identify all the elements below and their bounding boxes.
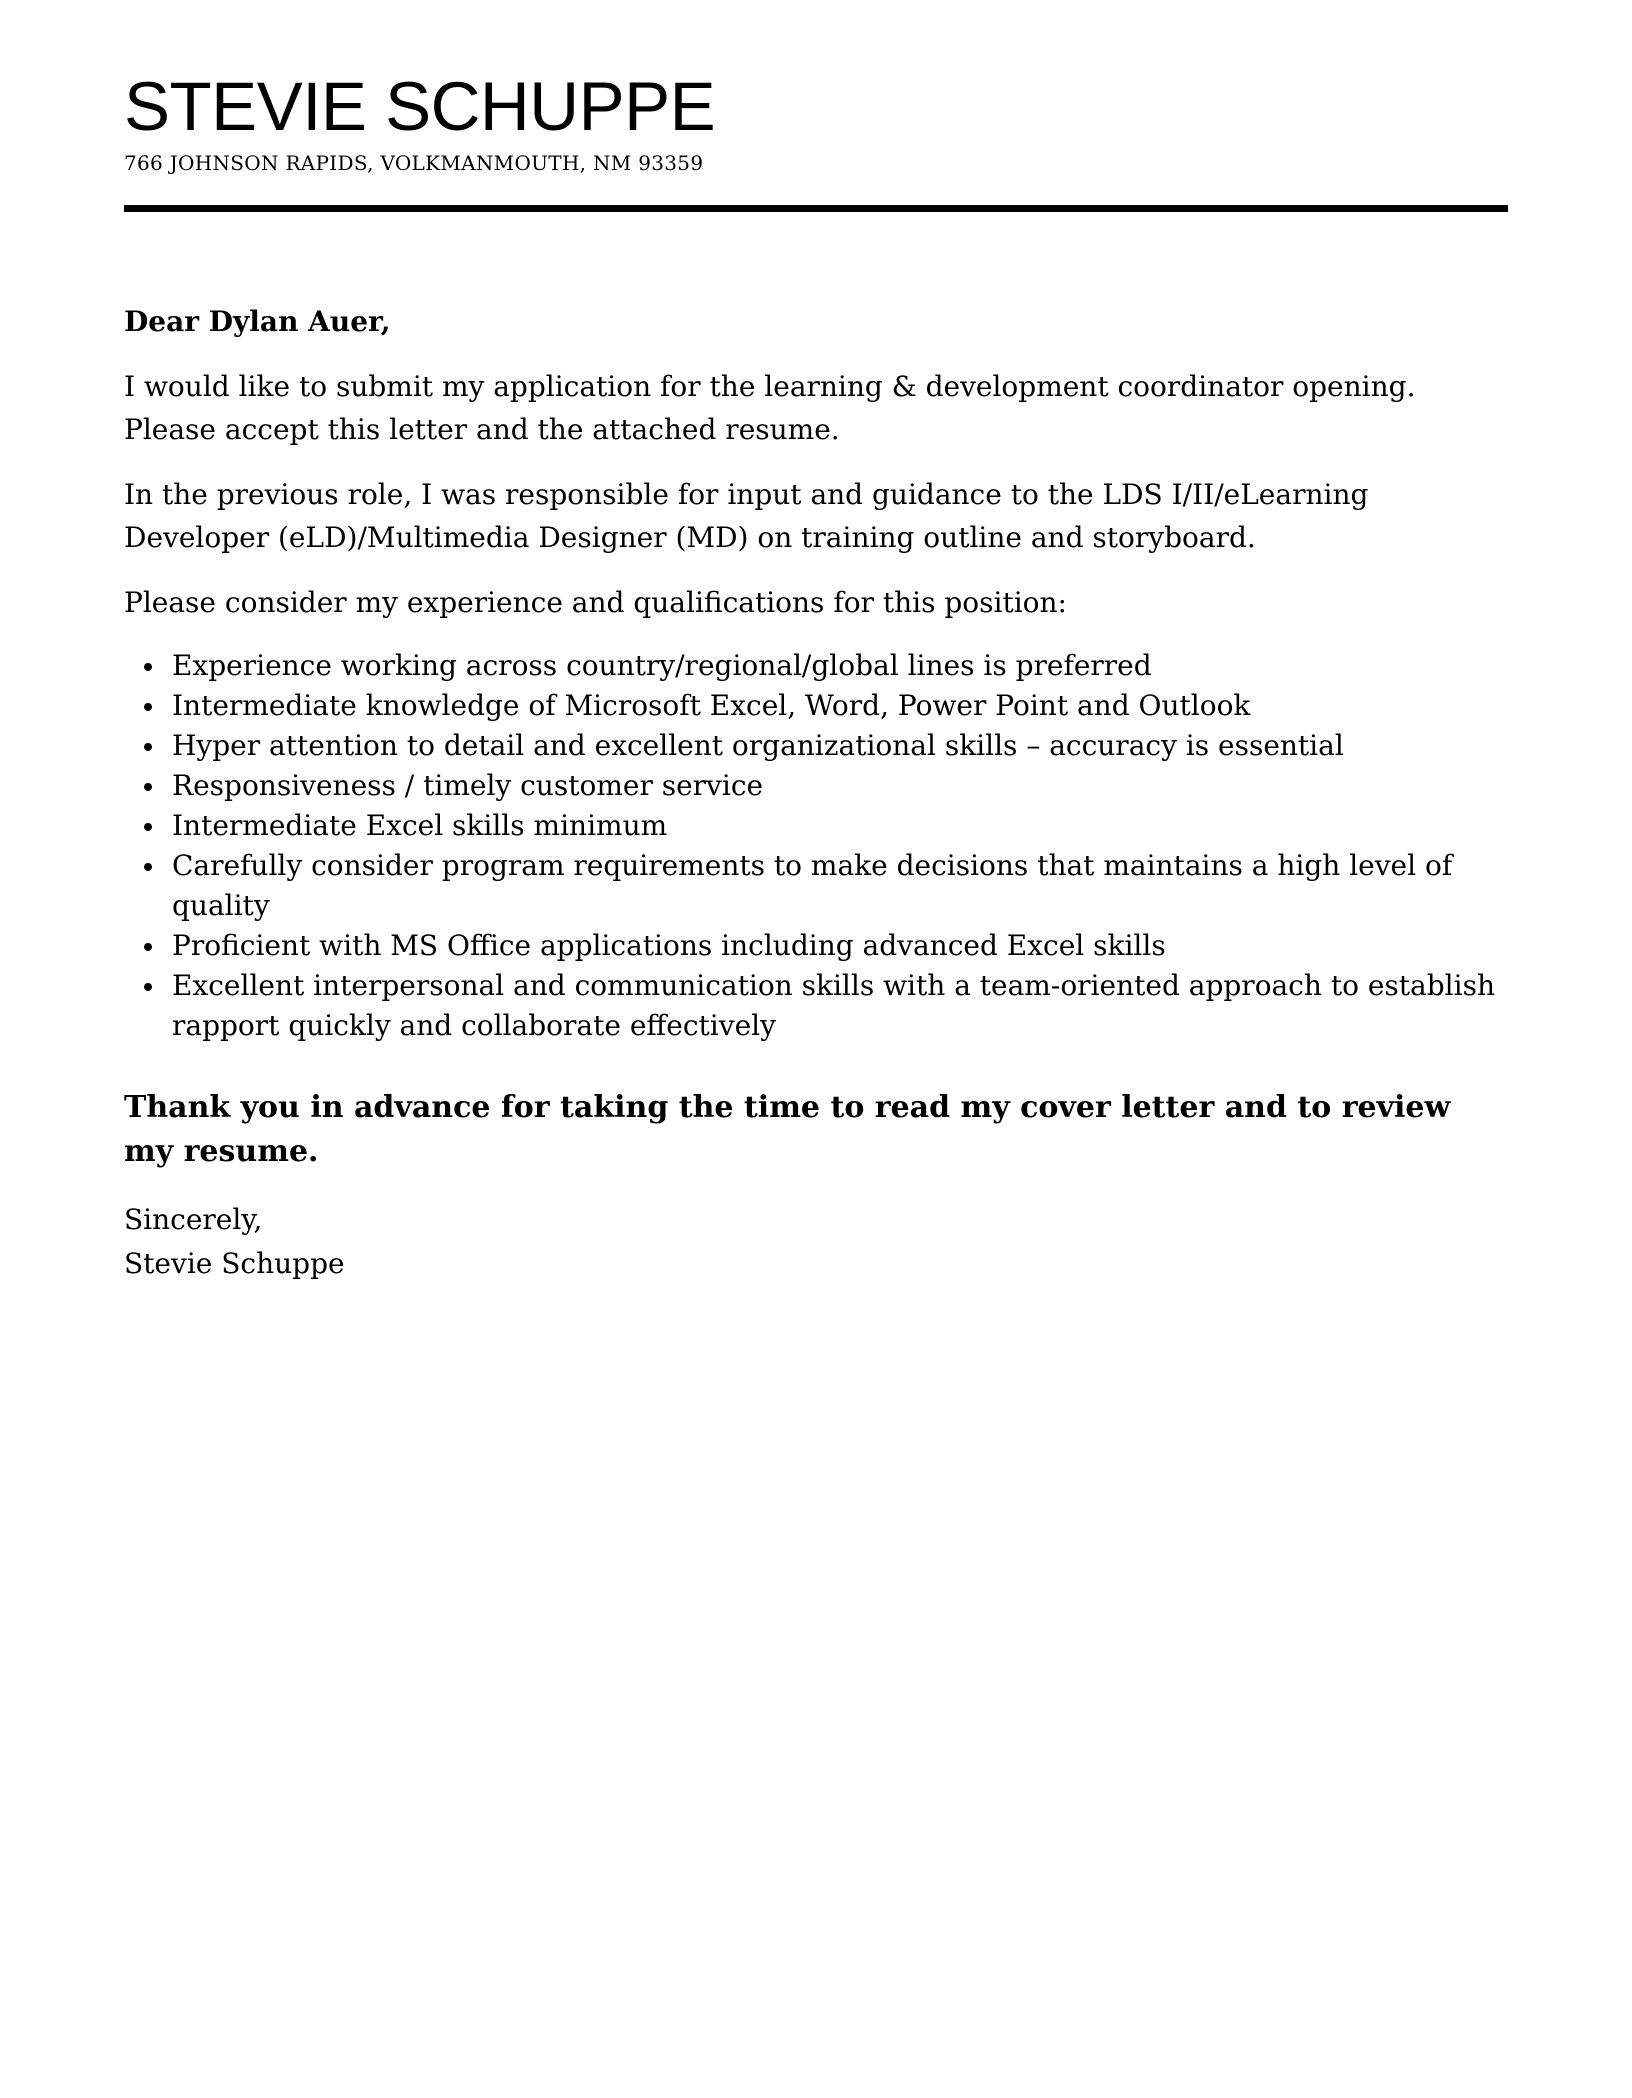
list-item: [124, 846, 1508, 926]
list-item-text: Excellent interpersonal and communication skills with a team-oriented approach to establish rapport quickly and collaborate effectively: [172, 969, 1495, 1042]
bullet-icon: [144, 863, 152, 871]
bullet-icon: [144, 823, 152, 831]
letter-body: [124, 300, 1508, 1286]
paragraph-previous-role: In the previous role, I was responsible for input and guidance to the LDS I/II/eLearning Developer (eLD)/Multimedia Designer (MD) on training outline and storyboard.: [124, 478, 1369, 554]
list-item-text: Intermediate Excel skills minimum: [172, 809, 668, 842]
applicant-name: STEVIE SCHUPPE: [124, 68, 716, 145]
closing-statement: Thank you in advance for taking the time to read my cover letter and to review my resume.: [124, 1090, 1451, 1169]
list-item-text: Responsiveness / timely customer service: [172, 769, 764, 802]
bullet-icon: [144, 743, 152, 751]
list-item: [124, 766, 1508, 806]
list-item: [124, 926, 1508, 966]
bullet-icon: [144, 663, 152, 671]
list-item-text: Experience working across country/regional/global lines is preferred: [172, 649, 1152, 682]
bullet-icon: [144, 983, 152, 991]
bullet-icon: [144, 943, 152, 951]
qualifications-list: [124, 646, 1508, 1046]
list-item: [124, 966, 1508, 1046]
salutation: Dear Dylan Auer,: [124, 305, 391, 338]
signature-name: Stevie Schuppe: [124, 1247, 345, 1280]
list-item: [124, 806, 1508, 846]
list-item-text: Carefully consider program requirements to make decisions that maintains a high level of quality: [172, 849, 1453, 922]
bullet-icon: [144, 703, 152, 711]
list-item-text: Hyper attention to detail and excellent organizational skills – accuracy is essential: [172, 729, 1344, 762]
list-item: [124, 686, 1508, 726]
signoff: Sincerely,: [124, 1203, 263, 1236]
paragraph-qualifications-lead: Please consider my experience and qualifications for this position:: [124, 586, 1067, 619]
paragraph-intro: I would like to submit my application for the learning & development coordinator opening. Please accept this letter and the attached resume.: [124, 370, 1416, 446]
header-divider: [124, 205, 1508, 212]
bullet-icon: [144, 783, 152, 791]
list-item-text: Proficient with MS Office applications including advanced Excel skills: [172, 929, 1166, 962]
applicant-address: 766 JOHNSON RAPIDS, VOLKMANMOUTH, NM 93359: [124, 151, 704, 175]
list-item-text: Intermediate knowledge of Microsoft Excel, Word, Power Point and Outlook: [172, 689, 1251, 722]
list-item: [124, 726, 1508, 766]
list-item: [124, 646, 1508, 686]
